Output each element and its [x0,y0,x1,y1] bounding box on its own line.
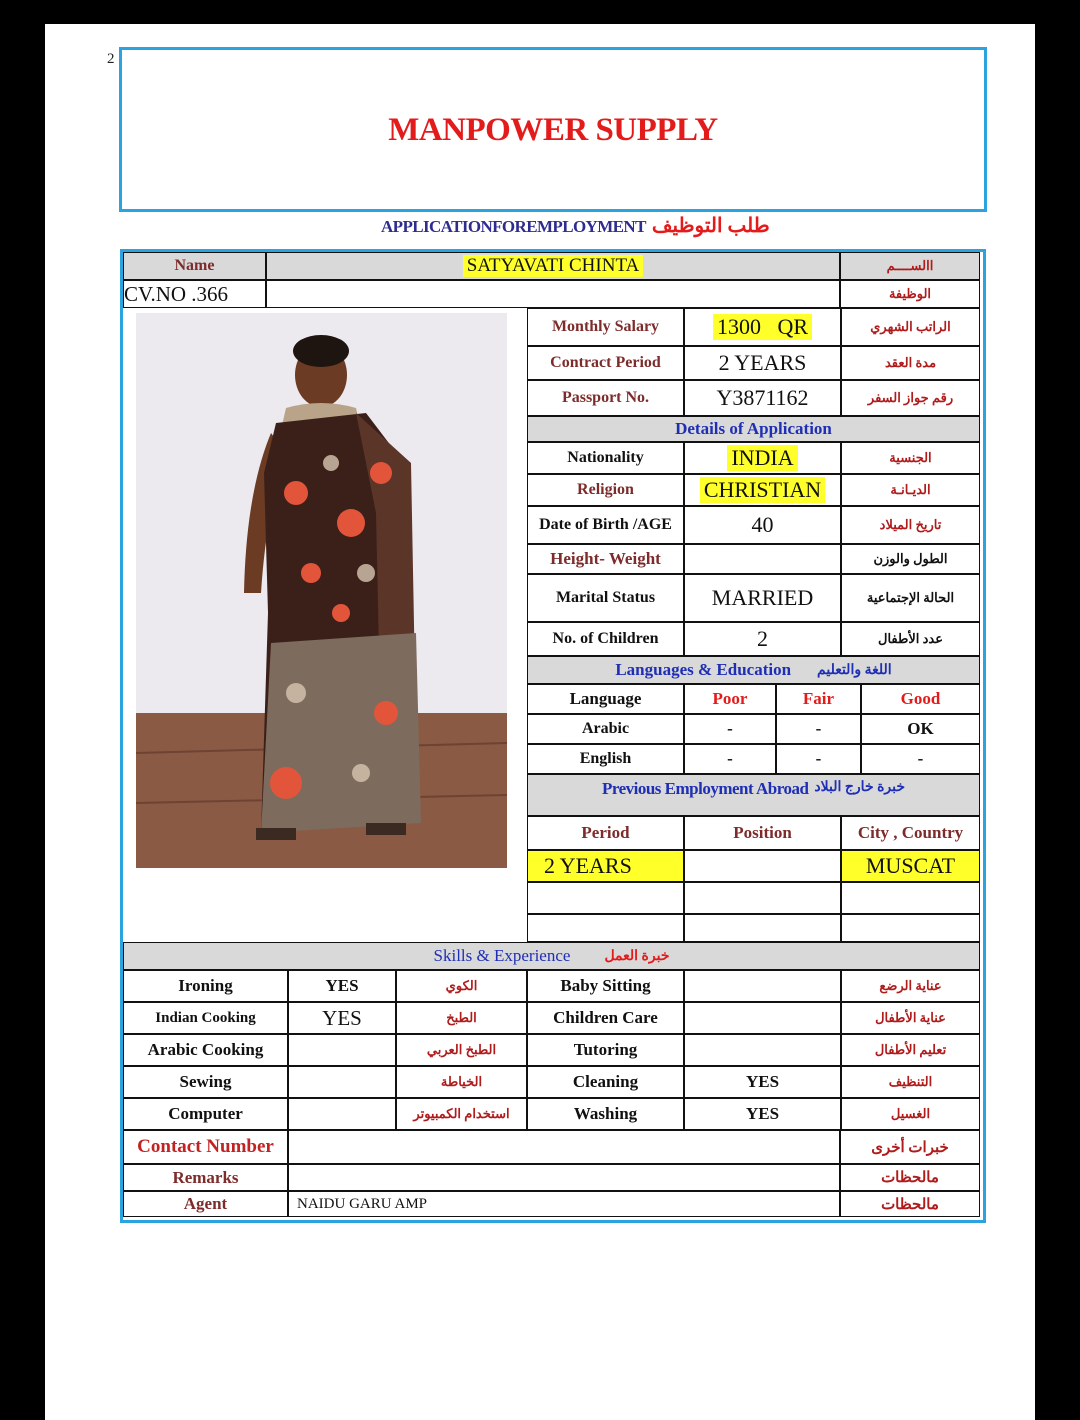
skill-cell-right-ar: عناية الرضع [841,970,980,1002]
skill-cell-right-val: YES [684,1066,841,1098]
height-weight-label: Height- Weight [527,544,684,574]
skill-cell-right: Tutoring [527,1034,684,1066]
height-weight-label-ar: الطول والوزن [841,544,980,574]
prev-empty-cell [684,914,841,942]
lang-col-good: Good [861,684,980,714]
children-value: 2 [684,622,841,656]
application-title-ar: طلب التوظيف [651,215,770,237]
passport-label: Passport No. [527,380,684,416]
prev-row-position [684,850,841,882]
children-label-ar: عدد الأطفال [841,622,980,656]
agent-label-ar: مالحظات [840,1191,980,1217]
skill-cell-right: Baby Sitting [527,970,684,1002]
religion-label: Religion [527,474,684,506]
salary-label-ar: الراتب الشهري [841,308,980,346]
lang-col-fair: Fair [776,684,861,714]
lang-english-fair: - [776,744,861,774]
skill-cell-right-ar: التنظيف [841,1066,980,1098]
cv-value-cell [266,280,840,308]
lang-col-language: Language [527,684,684,714]
nationality-label-ar: الجنسية [841,442,980,474]
languages-header [527,656,980,684]
skill-cell-left-ar: الطبخ [396,1002,527,1034]
contact-value [288,1130,840,1164]
cv-number: CV.NO .366 [123,280,266,308]
document-page [45,24,1035,1420]
contract-label: Contract Period [527,346,684,380]
skill-cell-left-val [288,1066,396,1098]
nationality-value-cell [684,442,841,474]
skill-cell-right-val [684,1002,841,1034]
prev-row-period: 2 YEARS [527,850,684,882]
name-label-ar: االســــم [840,252,980,280]
header-title: MANPOWER SUPPLY [388,112,718,148]
contract-value: 2 YEARS [684,346,841,380]
marital-label: Marital Status [527,574,684,622]
nationality-label: Nationality [527,442,684,474]
skill-cell-right-ar: الغسيل [841,1098,980,1130]
cv-label-ar: الوظيفة [840,280,980,308]
details-header: Details of Application [527,416,980,442]
skill-cell-left: Sewing [123,1066,288,1098]
dob-value: 40 [684,506,841,544]
applicant-photo-illustration [136,313,507,868]
dob-label: Date of Birth /AGE [527,506,684,544]
prev-col-position: Position [684,816,841,850]
remarks-value [288,1164,840,1191]
dob-label-ar: تاريخ الميلاد [841,506,980,544]
prev-empty-cell [527,914,684,942]
contact-label-ar: خبرات أخرى [840,1130,980,1164]
lang-col-poor: Poor [684,684,776,714]
skill-cell-left-val [288,1034,396,1066]
salary-label: Monthly Salary [527,308,684,346]
passport-label-ar: رقم جواز السفر [841,380,980,416]
skill-cell-right-ar: عناية الأطفال [841,1002,980,1034]
agent-label: Agent [123,1191,288,1217]
salary-value: 1300 QR [713,314,812,340]
marital-label-ar: الحالة الإجتماعية [841,574,980,622]
skill-cell-right: Children Care [527,1002,684,1034]
lang-arabic-fair: - [776,714,861,744]
application-form [120,249,986,1223]
lang-arabic-good: OK [861,714,980,744]
children-label: No. of Children [527,622,684,656]
previous-employment-header [527,774,980,816]
prev-empty-cell [527,882,684,914]
skill-cell-right: Washing [527,1098,684,1130]
religion-label-ar: الديـانـة [841,474,980,506]
languages-header-en: Languages & Education [615,660,792,679]
lang-english-good: - [861,744,980,774]
previous-header-ar: خبرة خارج البلاد [814,780,906,795]
skill-cell-right-val [684,970,841,1002]
skill-cell-left: Indian Cooking [123,1002,288,1034]
name-value: SATYAVATI CHINTA [463,255,644,277]
remarks-label: Remarks [123,1164,288,1191]
skills-header [123,942,980,970]
skill-cell-left-ar: الكوي [396,970,527,1002]
skill-cell-left: Arabic Cooking [123,1034,288,1066]
applicant-photo [136,313,507,868]
skill-cell-right-val: YES [684,1098,841,1130]
passport-value: Y3871162 [684,380,841,416]
prev-row-city: MUSCAT [841,850,980,882]
skill-cell-left: Computer [123,1098,288,1130]
prev-empty-cell [841,914,980,942]
lang-english-poor: - [684,744,776,774]
agent-value: NAIDU GARU AMP [288,1191,840,1217]
marital-value: MARRIED [684,574,841,622]
skills-header-en: Skills & Experience [433,946,571,965]
lang-arabic-poor: - [684,714,776,744]
header-box [119,47,987,212]
skill-cell-left-val [288,1098,396,1130]
name-label: Name [123,252,266,280]
name-value-cell [266,252,840,280]
contract-label-ar: مدة العقد [841,346,980,380]
lang-row-arabic: Arabic [527,714,684,744]
prev-empty-cell [684,882,841,914]
skill-cell-right-val [684,1034,841,1066]
skill-cell-left: Ironing [123,970,288,1002]
religion-value: CHRISTIAN [700,477,825,503]
lang-row-english: English [527,744,684,774]
skill-cell-left-val: YES [288,970,396,1002]
skill-cell-left-val: YES [288,1002,396,1034]
previous-header-en: Previous Employment Abroad [601,779,809,798]
salary-value-cell [684,308,841,346]
languages-header-ar: اللغة والتعليم [817,662,892,678]
skill-cell-left-ar: الطبخ العربي [396,1034,527,1066]
prev-col-city: City , Country [841,816,980,850]
application-title-en: APPLICATIONFOREMPLOYMENT [381,217,646,236]
remarks-label-ar: مالحظات [840,1164,980,1191]
nationality-value: INDIA [727,445,797,471]
height-weight-value [684,544,841,574]
skill-cell-left-ar: الخياطة [396,1066,527,1098]
contact-label: Contact Number [123,1130,288,1164]
prev-empty-cell [841,882,980,914]
skill-cell-left-ar: استخدام الكمبيوتر [396,1098,527,1130]
application-title [381,213,770,238]
skill-cell-right-ar: تعليم الأطفال [841,1034,980,1066]
skills-header-ar: خبرة العمل [604,948,670,964]
page-number: 2 [107,51,115,67]
prev-col-period: Period [527,816,684,850]
skill-cell-right: Cleaning [527,1066,684,1098]
religion-value-cell [684,474,841,506]
